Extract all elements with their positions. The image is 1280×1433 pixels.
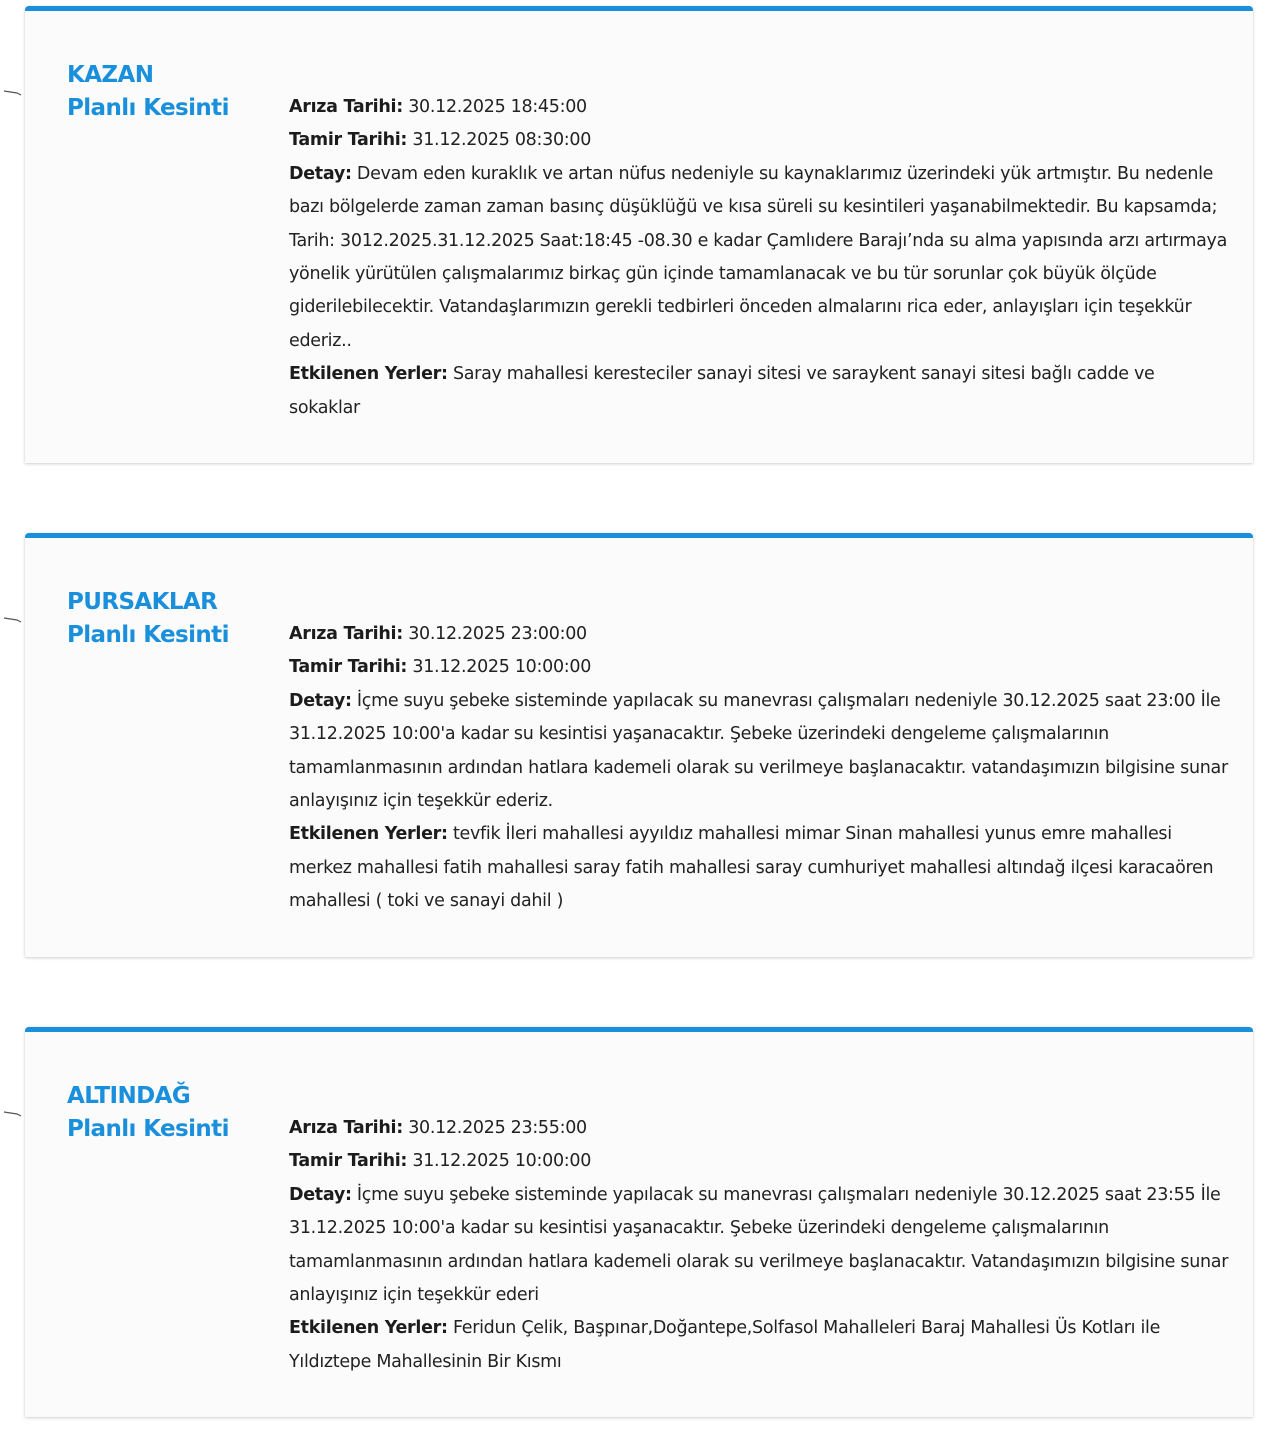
outage-details (289, 91, 1229, 425)
outage-type: Planlı Kesinti (67, 95, 229, 121)
outage-type: Planlı Kesinti (67, 622, 229, 648)
affected-places-value: Saray mahallesi keresteciler sanayi sitesi ve saraykent sanayi sitesi bağlı cadde ve sokaklar (289, 364, 1155, 418)
affected-places-label: Etkilenen Yerler: (289, 364, 448, 385)
district-name: PURSAKLAR (67, 589, 218, 615)
detail-value: İçme suyu şebeke sisteminde yapılacak su manevrası çalışmaları nedeniyle 30.12.2025 saat 23:55 İle 31.12.2025 10:00'a kadar su kesintisi yaşanacaktır. Şebeke üzerindeki dengeleme çalışmalarının tamamlanmasının ardından hatlara kademeli olarak su verilmeye başlanacaktır. Vatandaşımızın bilgisine sunar anlayışınız için teşekkür ederi (289, 1184, 1229, 1306)
repair-date-label: Tamir Tarihi: (289, 130, 408, 151)
detail-label: Detay: (289, 1184, 352, 1205)
affected-places-label: Etkilenen Yerler: (289, 1318, 448, 1339)
edge-dash-mark (2, 615, 22, 623)
detail-value: Devam eden kuraklık ve artan nüfus nedeniyle su kaynaklarımız üzerindeki yük artmıştır. Bu nedenle bazı bölgelerde zaman zaman basınç düşüklüğü ve kısa süreli su kesintileri yaşanabilmektedir. Bu kapsamda; Tarih: 3012.2025.31.12.2025 Saat:18:45 -08.30 e kadar Çamlıdere Barajı’nda su alma yapısında arzı artırmaya yönelik yürütülen çalışmalarımız birkaç gün içinde tamamlanacak ve bu tür sorunlar çok büyük ölçüde giderilebilecektir. Vatandaşlarımızın gerekli tedbirleri önceden almalarını rica eder, anlayışları için teşekkür ederiz.. (289, 163, 1228, 351)
affected-places-value: Feridun Çelik, Başpınar,Doğantepe,Solfasol Mahalleleri Baraj Mahallesi Üs Kotları ile Yıldıztepe Mahallesinin Bir Kısmı (289, 1318, 1161, 1372)
failure-date-row (289, 1112, 1229, 1145)
failure-date-value: 30.12.2025 23:00:00 (408, 624, 587, 644)
repair-date-row (289, 1145, 1229, 1178)
outage-type: Planlı Kesinti (67, 1116, 229, 1142)
repair-date-row (289, 651, 1229, 684)
failure-date-value: 30.12.2025 18:45:00 (408, 97, 587, 117)
failure-date-label: Arıza Tarihi: (289, 97, 403, 117)
outage-card (25, 533, 1253, 957)
district-name: KAZAN (67, 62, 154, 88)
repair-date-label: Tamir Tarihi: (289, 657, 408, 678)
repair-date-label: Tamir Tarihi: (289, 1151, 408, 1172)
outage-card-header (67, 1080, 267, 1146)
outage-card (25, 1027, 1253, 1417)
outage-card (25, 6, 1253, 463)
outage-card-header (67, 59, 267, 125)
failure-date-value: 30.12.2025 23:55:00 (408, 1118, 587, 1138)
edge-dash-mark (2, 88, 22, 96)
detail-row (289, 685, 1229, 819)
affected-places-value: tevfik İleri mahallesi ayyıldız mahallesi mimar Sinan mahallesi yunus emre mahallesi merkez mahallesi fatih mahallesi saray fatih mahallesi saray cumhuriyet mahallesi altındağ ilçesi karacaören mahallesi ( toki ve sanayi dahil ) (289, 824, 1214, 912)
affected-places-row (289, 358, 1229, 425)
outage-card-header (67, 586, 267, 652)
failure-date-row (289, 91, 1229, 124)
detail-label: Detay: (289, 690, 352, 711)
outage-details (289, 1112, 1229, 1379)
affected-places-label: Etkilenen Yerler: (289, 824, 448, 845)
repair-date-value: 31.12.2025 10:00:00 (412, 657, 592, 678)
edge-dash-mark (2, 1109, 22, 1117)
affected-places-row (289, 1312, 1229, 1379)
detail-label: Detay: (289, 163, 352, 184)
detail-row (289, 158, 1229, 358)
affected-places-row (289, 818, 1229, 918)
detail-value: İçme suyu şebeke sisteminde yapılacak su manevrası çalışmaları nedeniyle 30.12.2025 saat 23:00 İle 31.12.2025 10:00'a kadar su kesintisi yaşanacaktır. Şebeke üzerindeki dengeleme çalışmalarının tamamlanmasının ardından hatlara kademeli olarak su verilmeye başlanacaktır. vatandaşımızın bilgisine sunar anlayışınız için teşekkür ederiz. (289, 690, 1228, 812)
failure-date-label: Arıza Tarihi: (289, 624, 403, 644)
outage-details (289, 618, 1229, 919)
repair-date-row (289, 124, 1229, 157)
failure-date-row (289, 618, 1229, 651)
district-name: ALTINDAĞ (67, 1083, 191, 1109)
repair-date-value: 31.12.2025 10:00:00 (412, 1151, 592, 1172)
failure-date-label: Arıza Tarihi: (289, 1118, 403, 1138)
repair-date-value: 31.12.2025 08:30:00 (412, 130, 592, 151)
detail-row (289, 1179, 1229, 1313)
